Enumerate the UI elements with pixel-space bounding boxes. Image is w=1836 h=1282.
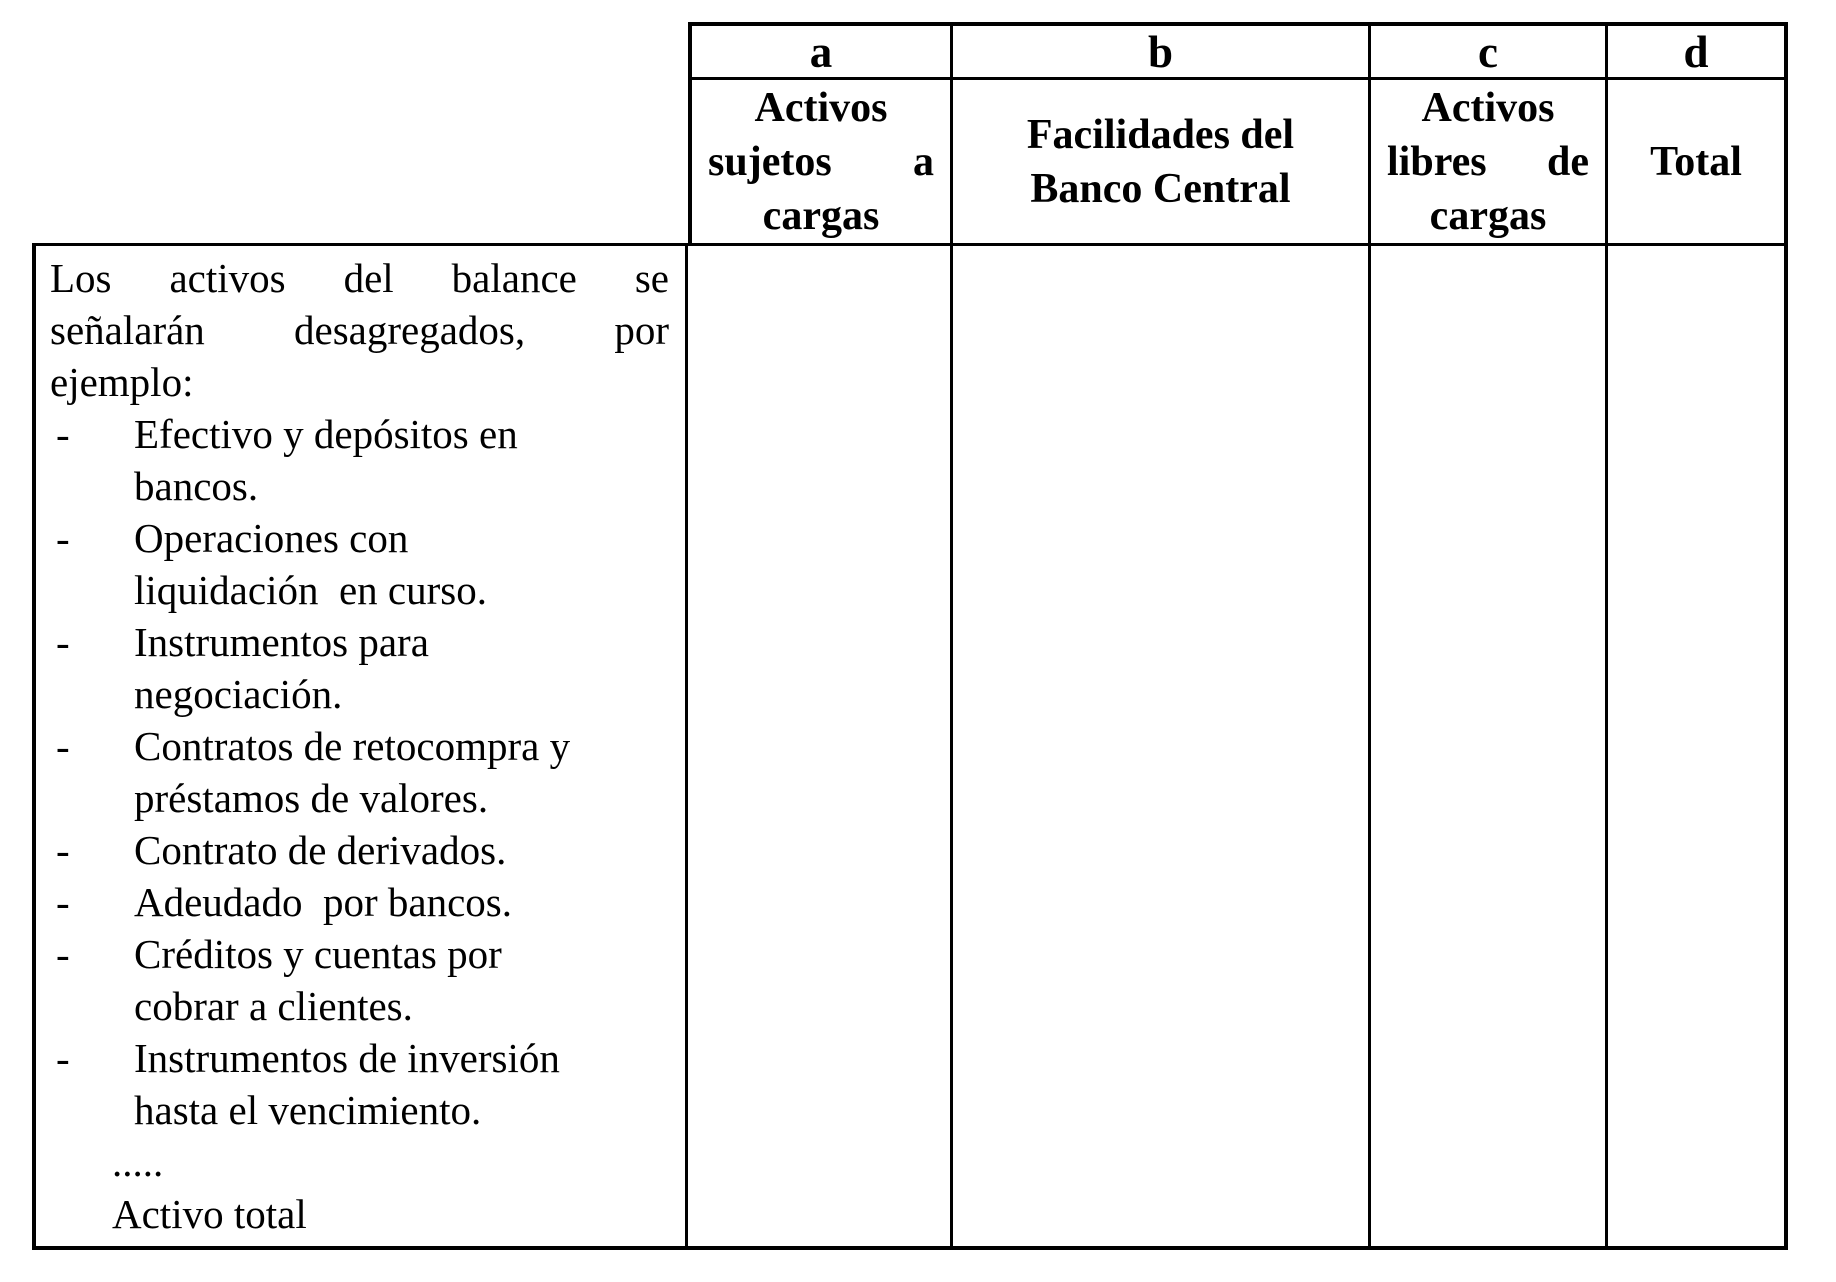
list-item	[50, 512, 669, 616]
header-title-b	[953, 80, 1371, 243]
list-item	[50, 408, 669, 512]
dash-marker: -	[56, 827, 70, 873]
body-cell-c-empty	[1371, 243, 1608, 1250]
intro-line-1: Los activos del balance se	[50, 255, 669, 301]
intro-line-2: señalarán desagregados, por	[50, 307, 669, 353]
header-title-d-line-1: Total	[1650, 138, 1742, 185]
list-item	[50, 928, 669, 1032]
header-title-b-line-1: Facilidades del	[1026, 111, 1295, 158]
list-item	[50, 616, 669, 720]
ellipsis-line: .....	[112, 1139, 164, 1185]
header-title-b-line-2: Banco Central	[1030, 165, 1291, 212]
header-title-c-line-3: cargas	[1429, 192, 1547, 239]
header-title-d	[1608, 80, 1788, 243]
header-spacer-left	[32, 80, 688, 243]
header-letter-d: d	[1608, 22, 1788, 80]
header-title-a	[688, 80, 953, 243]
list-item	[50, 720, 669, 824]
dash-marker: -	[56, 515, 70, 561]
header-letter-c: c	[1371, 22, 1608, 80]
header-title-c-line-1: Activos	[1421, 84, 1555, 131]
dash-marker: -	[56, 931, 70, 977]
total-assets-label: Activo total	[112, 1191, 307, 1237]
intro-line-3: ejemplo:	[50, 359, 194, 405]
list-item-line: negociación.	[134, 671, 343, 717]
header-title-a-line-1: Activos	[754, 84, 888, 131]
list-item-line: liquidación en curso.	[134, 567, 487, 613]
row-description-cell	[32, 243, 688, 1250]
header-title-c-line-2: libres de	[1387, 138, 1589, 185]
list-item-line: Créditos y cuentas por	[134, 931, 502, 977]
header-letter-a: a	[688, 22, 953, 80]
dash-marker: -	[56, 411, 70, 457]
dash-marker: -	[56, 1035, 70, 1081]
list-item-line: Adeudado por bancos.	[134, 879, 513, 925]
dash-marker: -	[56, 879, 70, 925]
body-cell-a-empty	[688, 243, 953, 1250]
list-item	[50, 1032, 669, 1136]
list-item-line: Instrumentos para	[134, 619, 429, 665]
dash-marker: -	[56, 723, 70, 769]
list-item-line: bancos.	[134, 463, 259, 509]
header-spacer-top-left	[32, 22, 688, 80]
header-letter-b: b	[953, 22, 1371, 80]
list-item	[50, 824, 669, 876]
body-cell-d-empty	[1608, 243, 1788, 1250]
list-item	[50, 876, 669, 928]
list-item-line: hasta el vencimiento.	[134, 1087, 482, 1133]
assets-encumbrance-table	[32, 22, 1788, 1250]
body-cell-b-empty	[953, 243, 1371, 1250]
list-item-line: Efectivo y depósitos en	[134, 411, 518, 457]
header-title-a-line-2: sujetos a	[708, 138, 934, 185]
list-item-line: Contratos de retocompra y	[134, 723, 571, 769]
header-title-c	[1371, 80, 1608, 243]
header-title-a-line-3: cargas	[762, 192, 880, 239]
dash-marker: -	[56, 619, 70, 665]
list-item-line: préstamos de valores.	[134, 775, 489, 821]
list-item-line: Operaciones con	[134, 515, 409, 561]
list-item-line: Contrato de derivados.	[134, 827, 507, 873]
list-item-line: Instrumentos de inversión	[134, 1035, 560, 1081]
list-item-line: cobrar a clientes.	[134, 983, 413, 1029]
